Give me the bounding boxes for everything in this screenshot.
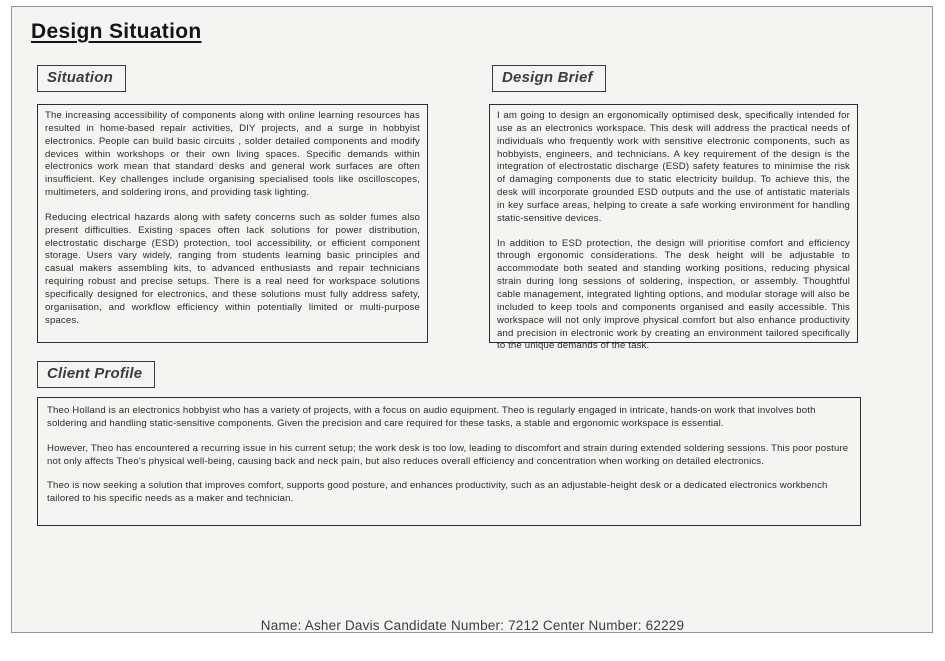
page-title: Design Situation	[31, 20, 202, 43]
client-profile-text-box	[37, 397, 861, 526]
situation-paragraph-2: Reducing electrical hazards along with safety concerns such as solder fumes also present difficulties. Existing spaces often lack solutions for power distribution, electrostatic discharge (ESD) protection, tool accessibility, or efficient component storage. Users vary widely, ranging from students learning basic principles and casual makers assembling kits, to advanced enthusiasts and repair technicians requiring robust and precise setups. There is a real need for workspace solutions specifically designed for electronics, and these solutions must fully address safety, organisation, and workflow efficiency within potentially limited or multi-purpose spaces.	[45, 211, 420, 326]
client-profile-label-box	[37, 361, 155, 388]
situation-text-box	[37, 104, 428, 343]
client-profile-paragraph-3: Theo is now seeking a solution that improves comfort, supports good posture, and enhances productivity, such as an adjustable-height desk or a dedicated electronics workbench tailored to his specific needs as a maker and technician.	[47, 480, 828, 505]
client-profile-paragraph-2: However, Theo has encountered a recurring issue in his current setup; the work desk is too low, leading to discomfort and strain during extended soldering sessions. This poor posture not only affects Theo's physical well-being, causing back and neck pain, but also reduces overall efficiency and concentration when working on detailed electronics.	[47, 442, 849, 467]
design-brief-label: Design Brief	[502, 69, 593, 86]
situation-paragraph-1: The increasing accessibility of components along with online learning resources has resulted in home-based repair activities, DIY projects, and a surge in hobbyist electronics. People can build basic circuits , solder detailed components and modify devices within workshops or their own living spaces. Specific demands within electronics work mean that standard desks and general work surfaces are often insufficient. Key challenges include organising specialised tools like oscilloscopes, multimeters, and soldering irons, and providing task lighting.	[45, 110, 420, 199]
document-sheet	[11, 6, 933, 633]
candidate-info-footer: Name: Asher Davis Candidate Number: 7212 Center Number: 62229	[260, 618, 685, 633]
design-brief-paragraph-2: In addition to ESD protection, the design will prioritise comfort and efficiency through ergonomic considerations. The desk height will be adjustable to accommodate both seated and standing working positions, reducing physical strain during long sessions of soldering, inspection, or assembly. Thoughtful cable management, integrated lighting options, and modular storage will also be included to keep tools and components organised and easily accessible. This workspace will not only improve physical comfort but also enhance productivity and precision in electronic work by creating an environment tailored specifically to the unique demands of the task.	[497, 237, 850, 352]
situation-label-box	[37, 65, 126, 92]
design-brief-paragraph-1: I am going to design an ergonomically optimised desk, specifically intended for use as an electronics workspace. This desk will address the practical needs of individuals who frequently work with sensitive electronic components, such as hobbyists, engineers, and technicians. A key requirement of the design is the integration of electrostatic discharge (ESD) safety features to minimise the risk of damaging components due to static electricity buildup. To achieve this, the desk will incorporate grounded ESD outputs and the use of antistatic materials in key surface areas, helping to create a safe working environment for handling static-sensitive devices.	[497, 110, 850, 224]
design-brief-text-box	[489, 104, 858, 352]
design-brief-label-box	[492, 65, 606, 92]
client-profile-paragraph-1: Theo Holland is an electronics hobbyist who has a variety of projects, with a focus on audio equipment. Theo is regularly engaged in intricate, hands-on work that involves both soldering and handling static-sensitive components. Given the precision and care required for these tasks, a stable and ergonomic workspace is essential.	[47, 405, 816, 429]
situation-label: Situation	[47, 69, 113, 86]
client-profile-label: Client Profile	[47, 365, 143, 382]
